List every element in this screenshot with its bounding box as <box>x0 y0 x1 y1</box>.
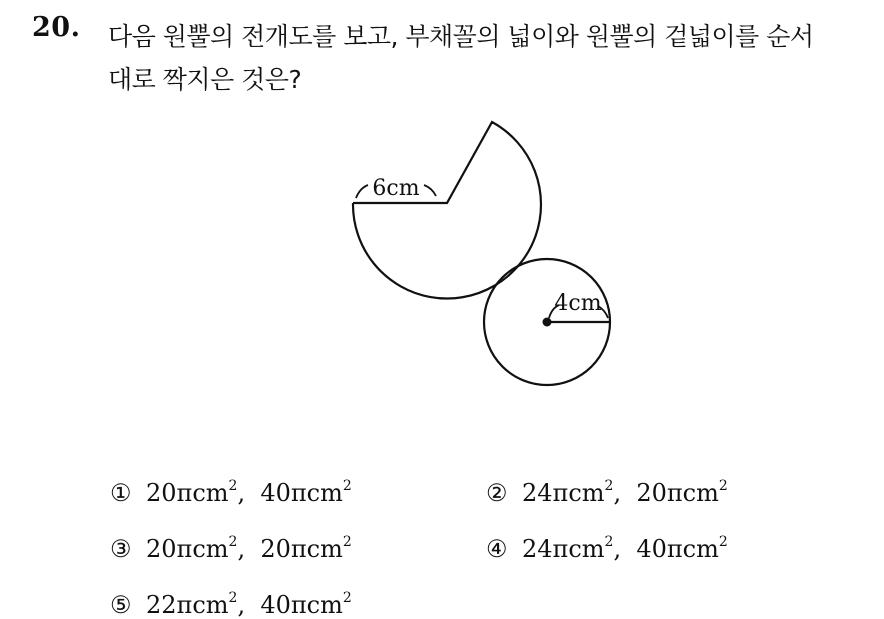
choice-2-second-exp: 2 <box>718 478 728 494</box>
question-line-1: 다음 원뿔의 전개도를 보고, 부채꼴의 넓이와 원뿔의 겉넓이를 순서 <box>108 22 814 51</box>
choice-5-first: 22πcm <box>146 591 229 619</box>
choice-1-second-exp: 2 <box>342 478 352 494</box>
choice-4-mark: ④ <box>486 535 508 563</box>
base-center-dot <box>543 318 552 327</box>
choice-1[interactable]: ① 20πcm$^2$, 40πcm$^2$ <box>110 478 352 507</box>
question-line-2: 대로 짝지은 것은? <box>108 65 302 94</box>
choice-1-second: 40πcm <box>260 479 343 507</box>
choice-5-first-exp: 2 <box>228 590 238 606</box>
circle-radius-label: 4cm <box>554 291 602 316</box>
choice-3-second: 20πcm <box>260 535 343 563</box>
choice-4[interactable]: ④ 24πcm$^2$, 40πcm$^2$ <box>486 534 728 563</box>
choice-2-second: 20πcm <box>636 479 719 507</box>
choice-2[interactable]: ② 24πcm$^2$, 20πcm$^2$ <box>486 478 728 507</box>
choice-4-first-exp: 2 <box>604 534 614 550</box>
choice-3-mark: ③ <box>110 535 132 563</box>
sector-shape <box>353 122 541 299</box>
choice-2-first-exp: 2 <box>604 478 614 494</box>
choice-3[interactable]: ③ 20πcm$^2$, 20πcm$^2$ <box>110 534 352 563</box>
choice-2-first: 24πcm <box>522 479 605 507</box>
question-number: 20. <box>32 12 81 43</box>
choice-5-second: 40πcm <box>260 591 343 619</box>
choice-3-second-exp: 2 <box>342 534 352 550</box>
choice-4-first: 24πcm <box>522 535 605 563</box>
sector-radius-label: 6cm <box>372 176 420 201</box>
choice-3-first-exp: 2 <box>228 534 238 550</box>
choice-5-second-exp: 2 <box>342 590 352 606</box>
choice-5[interactable]: ⑤ 22πcm$^2$, 40πcm$^2$ <box>110 590 352 619</box>
choice-1-mark: ① <box>110 479 132 507</box>
choice-5-mark: ⑤ <box>110 591 132 619</box>
choice-4-second-exp: 2 <box>718 534 728 550</box>
choice-1-first: 20πcm <box>146 479 229 507</box>
choice-1-first-exp: 2 <box>228 478 238 494</box>
choice-4-second: 40πcm <box>636 535 719 563</box>
choice-2-mark: ② <box>486 479 508 507</box>
choice-3-first: 20πcm <box>146 535 229 563</box>
